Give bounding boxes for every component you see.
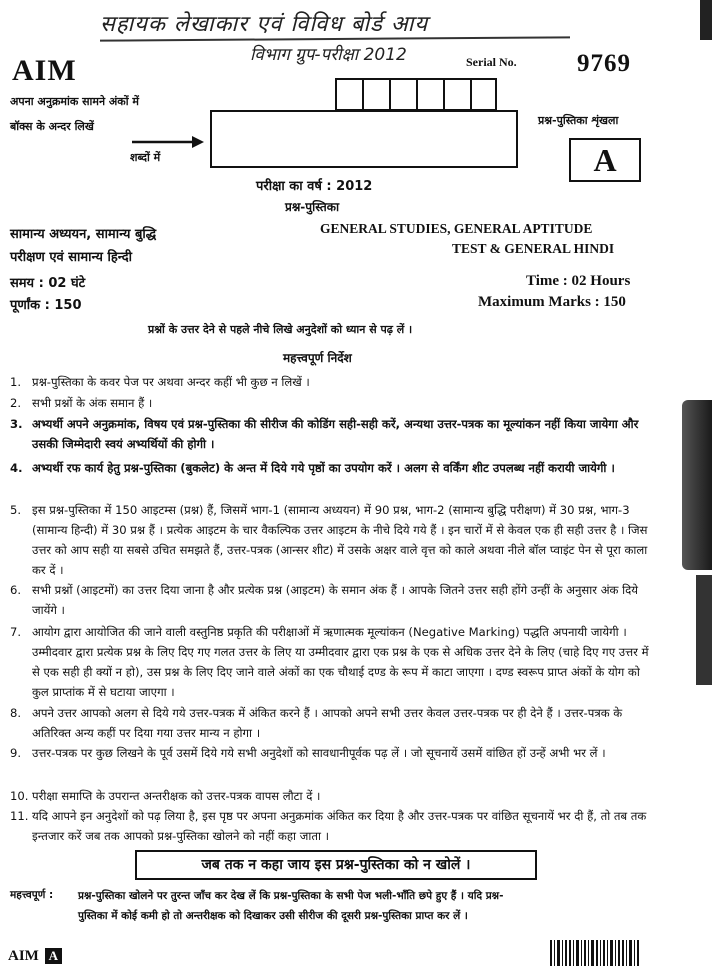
instruction-item xyxy=(10,458,655,478)
instruction-text: सभी प्रश्नों के अंक समान हैं । xyxy=(32,396,153,410)
footer-code xyxy=(8,948,62,965)
subject-english-line2: TEST & GENERAL HINDI xyxy=(452,241,615,256)
instruction-item xyxy=(10,786,655,806)
handwritten-note-line2: विभाग ग्रुप-परीक्षा 2012 xyxy=(250,45,407,65)
instruction-number: 1. xyxy=(10,375,22,389)
footer-series-text: A xyxy=(48,948,58,963)
series-code-left: AIM xyxy=(12,54,77,87)
subject-english-line1: GENERAL STUDIES, GENERAL APTITUDE xyxy=(320,221,593,236)
important-note-label: महत्त्वपूर्ण : xyxy=(10,889,54,901)
instruction-number: 4. xyxy=(10,461,23,475)
scan-corner xyxy=(700,0,712,40)
instruction-number: 3. xyxy=(10,417,23,431)
scan-shadow-right xyxy=(682,400,712,570)
instruction-number: 6. xyxy=(10,583,22,597)
roll-words-box[interactable] xyxy=(210,110,518,168)
subject-hindi-line2: परीक्षण एवं सामान्य हिन्दी xyxy=(10,250,133,265)
roll-digit-box[interactable] xyxy=(362,78,389,111)
roll-instruction-line2: बॉक्स के अन्दर लिखें xyxy=(10,120,94,133)
subject-hindi-line1: सामान्य अध्ययन, सामान्य बुद्धि xyxy=(10,227,157,242)
instruction-item xyxy=(10,580,655,620)
instruction-text: परीक्षा समाप्ति के उपरान्त अन्तरीक्षक को उत्तर-पत्रक वापस लौटा दें । xyxy=(32,789,321,803)
exam-year: परीक्षा का वर्ष : 2012 xyxy=(256,179,373,194)
instruction-number: 5. xyxy=(10,503,22,517)
instruction-text: आयोग द्वारा आयोजित की जाने वाली वस्तुनिष्ठ प्रकृति की परीक्षाओं में ऋणात्मक मूल्यांकन (Negative Marking) पद्धति अपनायी जायेगी । उम्मीदवार द्वारा प्रत्येक प्रश्न के लिए दिए गए गलत उत्तर के लिए या उम्मीदवार द्वारा एक प्रश्न के एक से अधिक उत्तर देने के लिए (चाहे दिए गए उत्तर में से एक सही ही क्यों न हो), उस प्रश्न के लिए दिए जाने वाले अंकों का एक चौथाई दण्ड के रूप में काटा जाएगा । दण्ड स्वरूप प्राप्त अंकों के योग को कुल प्राप्तांक में से घटाया जाएगा । xyxy=(32,625,649,699)
pre-instruction: प्रश्नों के उत्तर देने से पहले नीचे लिखे अनुदेशों को ध्यान से पढ़ लें । xyxy=(148,323,413,336)
instruction-item xyxy=(10,703,655,743)
roll-instruction-line1: अपना अनुक्रमांक सामने अंकों में xyxy=(10,95,140,108)
roll-digit-box[interactable] xyxy=(335,78,362,111)
barcode xyxy=(550,940,650,966)
instruction-number: 2. xyxy=(10,396,22,410)
do-not-open-text: जब तक न कहा जाय इस प्रश्न-पुस्तिका को न खोलें । xyxy=(201,857,471,873)
do-not-open-banner xyxy=(135,850,537,880)
instruction-item xyxy=(10,414,655,454)
footer-series-box xyxy=(45,948,62,964)
instruction-number: 11. xyxy=(10,809,29,823)
important-note-text: प्रश्न-पुस्तिका खोलने पर तुरन्त जाँच कर देख लें कि प्रश्न-पुस्तिका के सभी पेज भली-भाँति छपे हुए हैं । यदि प्रश्न-पुस्तिका में कोई कमी हो तो अन्तरीक्षक को दिखाकर उसी सीरीज की दूसरी प्रश्न-पुस्तिका प्राप्त कर लें । xyxy=(78,890,504,922)
booklet-series-value: A xyxy=(593,142,617,178)
arrow-right-icon xyxy=(132,135,204,149)
instruction-text: उत्तर-पत्रक पर कुछ लिखने के पूर्व उसमें दिये गये सभी अनुदेशों को सावधानीपूर्वक पढ़ लें । जो सूचनायें उसमें वांछित हों उन्हें अभी भर लें । xyxy=(32,746,606,760)
scan-shadow-right-lower xyxy=(696,575,712,685)
instruction-text: इस प्रश्न-पुस्तिका में 150 आइटम्स (प्रश्न) हैं, जिसमें भाग-1 (सामान्य अध्ययन) में 90 प्रश्न, भाग-2 (सामान्य बुद्धि परीक्षण) में 30 प्रश्न, भाग-3 (सामान्य हिन्दी) में 30 प्रश्न हैं । प्रत्येक आइटम के चार वैकल्पिक उत्तर आइटम के नीचे दिये गये हैं । इन चारों में से केवल एक ही सही उत्तर है । जिस उत्तर को आप सही या सबसे उचित समझते हैं, उत्तर-पत्रक (आन्सर शीट) में उसके अक्षर वाले वृत्त को काले अथवा नीले बॉल प्वाइंट पेन से पूरा काला कर दें । xyxy=(32,503,648,577)
instruction-text: यदि आपने इन अनुदेशों को पढ़ लिया है, इस पृष्ठ पर अपना अनुक्रमांक अंकित कर दिया है और उत्तर-पत्रक पर वांछित सूचनायें भर दी हैं, तो तब तक इन्तजार करें जब तक आपको प्रश्न-पुस्तिका खोलने को नहीं कहा जाता । xyxy=(32,809,647,843)
instruction-item xyxy=(10,393,655,413)
footer-code-text: AIM xyxy=(8,948,39,964)
roll-digit-box[interactable] xyxy=(443,78,470,111)
instruction-number: 8. xyxy=(10,706,22,720)
instruction-item xyxy=(10,372,655,392)
instruction-text: सभी प्रश्नों (आइटमों) का उत्तर दिया जाना है और प्रत्येक प्रश्न (आइटम) के समान अंक हैं । आपके जितने उत्तर सही होंगे उन्हीं के अनुसार अंक दिये जायेंगे । xyxy=(32,583,639,617)
instruction-number: 10. xyxy=(10,789,29,803)
roll-words-label: शब्दों में xyxy=(130,151,161,164)
instruction-text: प्रश्न-पुस्तिका के कवर पेज पर अथवा अन्दर कहीं भी कुछ न लिखें । xyxy=(32,375,310,389)
instruction-item xyxy=(10,622,655,702)
instruction-text: अपने उत्तर आपको अलग से दिये गये उत्तर-पत्रक में अंकित करने हैं । आपको अपने सभी उत्तर केवल उत्तर-पत्रक पर ही देने हैं । उत्तर-पत्रक के अतिरिक्त अन्य कहीं पर दिया गया उत्तर मान्य न होगा । xyxy=(32,706,623,740)
serial-label: Serial No. xyxy=(466,55,517,69)
roll-digit-box[interactable] xyxy=(389,78,416,111)
booklet-series-label: प्रश्न-पुस्तिका शृंखला xyxy=(538,114,619,127)
instruction-item xyxy=(10,806,655,846)
marks-english: Maximum Marks : 150 xyxy=(478,294,626,310)
handwritten-note-line1: सहायक लेखाकार एवं विविध बोर्ड आय xyxy=(100,12,429,37)
serial-number: 9769 xyxy=(577,50,631,77)
instruction-number: 7. xyxy=(10,625,22,639)
time-hindi: समय : 02 घंटे xyxy=(10,276,86,291)
marks-hindi: पूर्णांक : 150 xyxy=(10,298,82,313)
instruction-text: अभ्यर्थी अपने अनुक्रमांक, विषय एवं प्रश्न-पुस्तिका की सीरीज की कोडिंग सही-सही करें, अन्यथा उत्तर-पत्रक का मूल्यांकन नहीं किया जायेगा और उसकी जिम्मेदारी स्वयं अभ्यर्थियों की होगी । xyxy=(32,417,639,451)
instruction-item xyxy=(10,743,655,763)
roll-digit-box[interactable] xyxy=(470,78,497,111)
time-english: Time : 02 Hours xyxy=(526,273,631,289)
instruction-number: 9. xyxy=(10,746,22,760)
booklet-title: प्रश्न-पुस्तिका xyxy=(285,200,340,214)
instruction-item xyxy=(10,500,655,580)
instructions-heading: महत्त्वपूर्ण निर्देश xyxy=(283,351,352,365)
instruction-text: अभ्यर्थी रफ कार्य हेतु प्रश्न-पुस्तिका (बुकलेट) के अन्त में दिये गये पृष्ठों का उपयोग करें । अलग से वर्किंग शीट उपलब्ध नहीं करायी जायेगी । xyxy=(32,461,615,475)
booklet-series-box xyxy=(569,138,641,182)
roll-digit-box[interactable] xyxy=(416,78,443,111)
